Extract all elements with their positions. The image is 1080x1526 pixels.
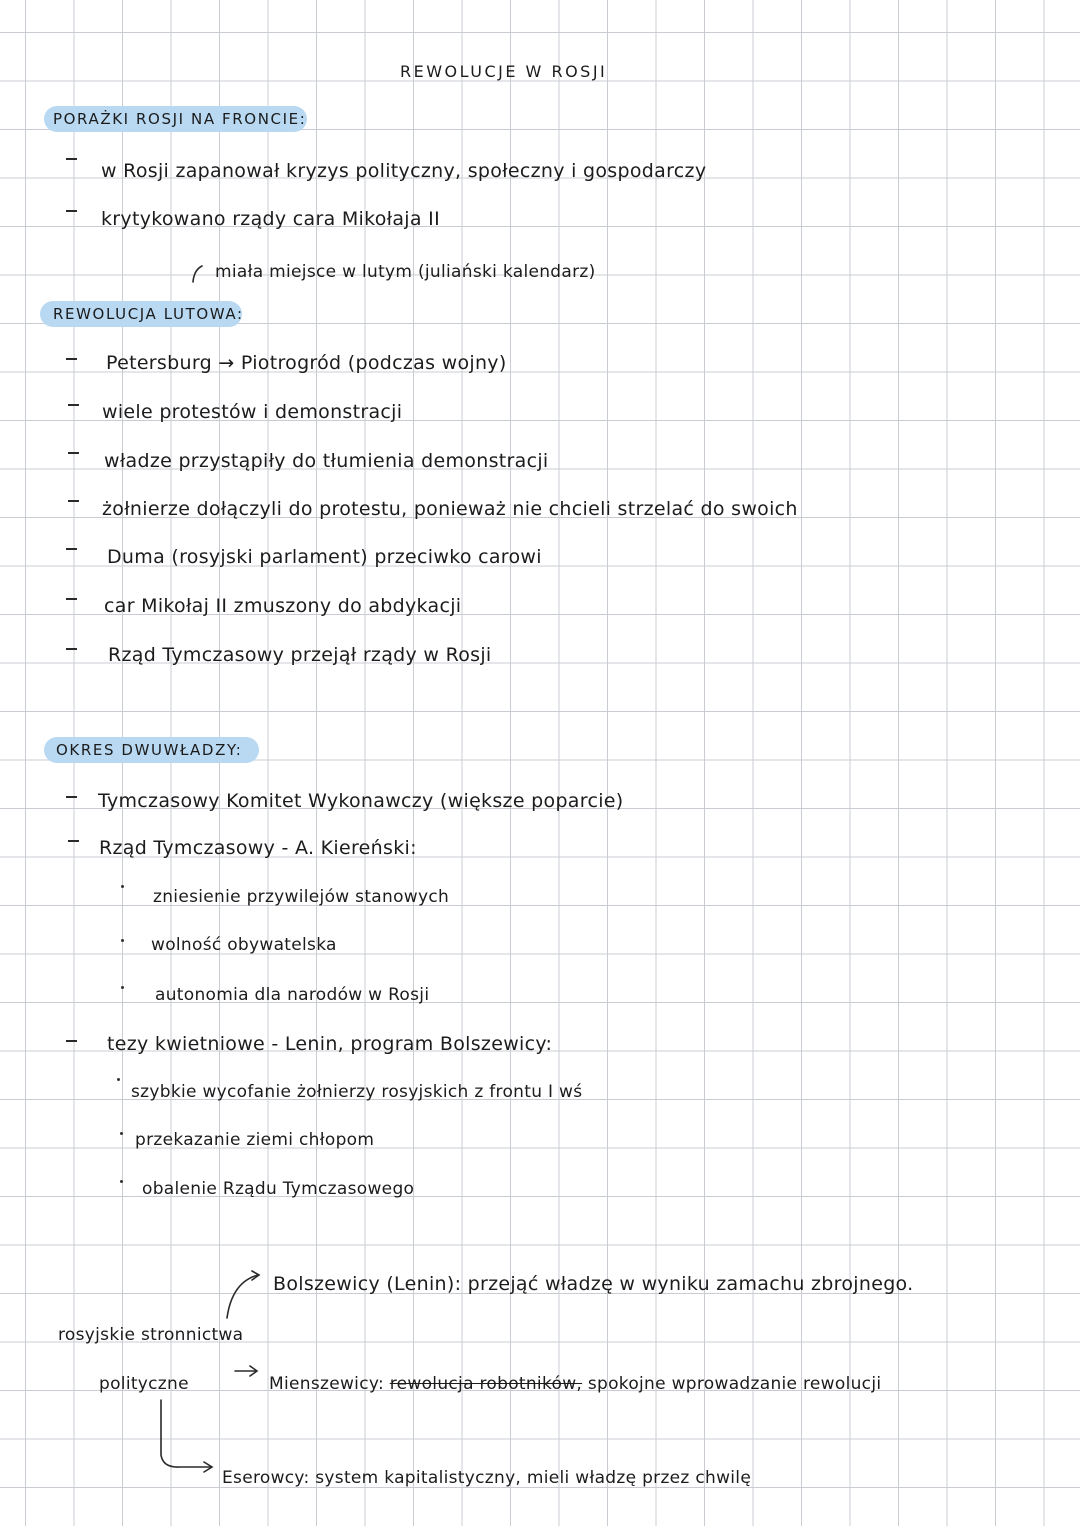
list-item: tezy kwietniowe - Lenin, program Bolszewicy: bbox=[107, 1033, 553, 1055]
sub-item: szybkie wycofanie żołnierzy rosyjskich z frontu I wś bbox=[131, 1082, 583, 1102]
list-item: Rząd Tymczasowy przejął rządy w Rosji bbox=[108, 644, 492, 666]
page-title: REWOLUCJE W ROSJI bbox=[400, 62, 608, 81]
list-item: władze przystąpiły do tłumienia demonstracji bbox=[104, 450, 549, 472]
sub-item: zniesienie przywilejów stanowych bbox=[153, 887, 450, 907]
note-pointer bbox=[193, 266, 202, 282]
section-heading-february-revolution: REWOLUCJA LUTOWA: bbox=[53, 305, 244, 323]
sub-item: przekazanie ziemi chłopom bbox=[135, 1130, 375, 1150]
list-item: Duma (rosyjski parlament) przeciwko carowi bbox=[107, 546, 542, 568]
list-item: krytykowano rządy cara Mikołaja II bbox=[101, 208, 440, 230]
side-note: miała miejsce w lutym (juliański kalendarz) bbox=[215, 262, 596, 282]
list-item: w Rosji zapanował kryzys polityczny, społeczny i gospodarczy bbox=[101, 160, 707, 182]
diagram-mensheviks bbox=[269, 1374, 881, 1394]
mensheviks-text: spokojne wprowadzanie rewolucji bbox=[587, 1374, 882, 1394]
list-item: Tymczasowy Komitet Wykonawczy (większe poparcie) bbox=[98, 790, 624, 812]
diagram-esers: Eserowcy: system kapitalistyczny, mieli władzę przez chwilę bbox=[222, 1468, 752, 1488]
arrow-to-esers bbox=[161, 1400, 210, 1467]
diagram-root-line2: polityczne bbox=[99, 1374, 189, 1394]
list-item: żołnierze dołączyli do protestu, ponieważ nie chcieli strzelać do swoich bbox=[102, 498, 798, 520]
sub-item: obalenie Rządu Tymczasowego bbox=[142, 1179, 415, 1199]
section-heading-defeats: PORAŻKI ROSJI NA FRONCIE: bbox=[53, 110, 307, 128]
diagram-bolsheviks: Bolszewicy (Lenin): przejąć władzę w wyniku zamachu zbrojnego. bbox=[273, 1273, 914, 1295]
mensheviks-struck-text: rewolucja robotników, bbox=[389, 1374, 583, 1394]
mensheviks-label: Mienszewicy: bbox=[269, 1374, 384, 1394]
list-item: Petersburg → Piotrogród (podczas wojny) bbox=[106, 352, 507, 374]
list-item: Rząd Tymczasowy - A. Kiereński: bbox=[99, 837, 417, 859]
list-item: wiele protestów i demonstracji bbox=[102, 401, 403, 423]
sub-item: autonomia dla narodów w Rosji bbox=[155, 985, 430, 1005]
sub-item: wolność obywatelska bbox=[151, 935, 337, 955]
section-heading-dual-power: OKRES DWUWŁADZY: bbox=[56, 741, 243, 759]
diagram-root-line1: rosyjskie stronnictwa bbox=[58, 1325, 244, 1345]
list-item: car Mikołaj II zmuszony do abdykacji bbox=[104, 595, 462, 617]
arrow-to-bolsheviks bbox=[227, 1275, 258, 1318]
